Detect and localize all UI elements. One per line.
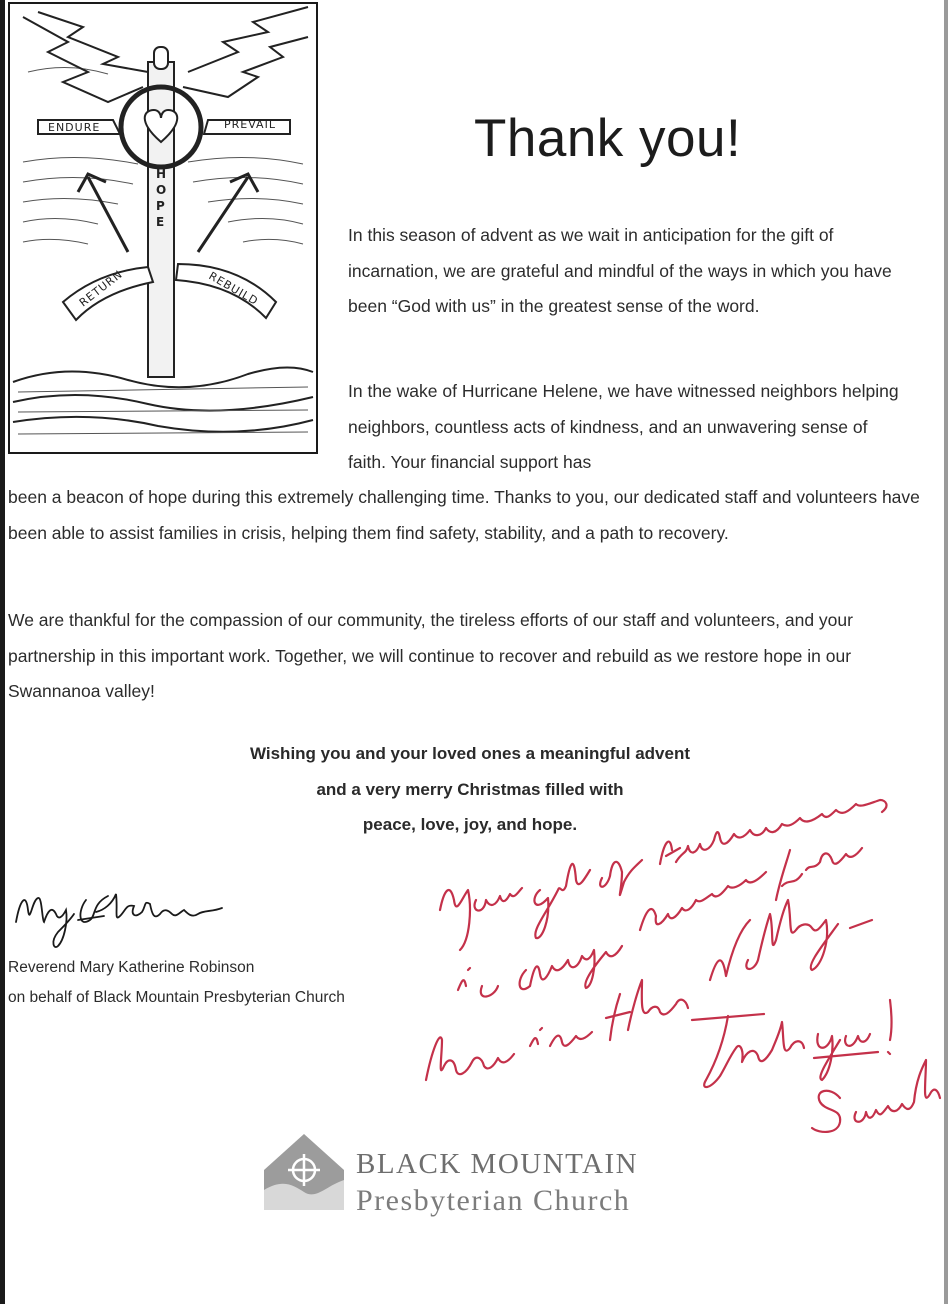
banner-endure: ENDURE: [48, 121, 101, 134]
banner-rebuild: REBUILD: [206, 269, 261, 309]
logo-name-line2: Presbyterian Church: [356, 1184, 631, 1217]
church-logo: [264, 1130, 684, 1230]
signer-name: Reverend Mary Katherine Robinson: [8, 959, 255, 976]
wishes-line-2: and a very merry Christmas filled with: [316, 779, 624, 799]
hope-letter-1: H: [156, 167, 167, 181]
paragraph-advent: In this season of advent as we wait in anticipation for the gift of incarnation, we are grateful and mindful of the ways in which you have been “God with us” in the greatest sense of the word.: [348, 225, 892, 316]
signer-organization: on behalf of Black Mountain Presbyterian Church: [8, 989, 345, 1006]
letter-title: Thank you!: [474, 109, 742, 168]
paragraph-hurricane-top: In the wake of Hurricane Helene, we have witnessed neighbors helping neighbors, countless acts of kindness, and an unwavering sense of faith. Your financial support has: [348, 381, 899, 472]
hope-letter-2: O: [156, 183, 167, 197]
hope-letter-4: E: [156, 215, 165, 229]
hope-letter-3: P: [156, 199, 165, 213]
banner-return: RETURN: [76, 267, 126, 310]
paragraph-thankful: We are thankful for the compassion of our community, the tireless efforts of our staff and volunteers, and your partnership in this important work. Together, we will continue to recover and rebuild as we restore hope in our Swannanoa valley!: [8, 610, 853, 701]
church-building-icon: [264, 1130, 344, 1220]
handwritten-note: [410, 790, 945, 1150]
wishes-line-3: peace, love, joy, and hope.: [362, 815, 578, 834]
paragraph-hurricane-continued: been a beacon of hope during this extremely challenging time. Thanks to you, our dedicated staff and volunteers have been able to assist families in crisis, helping them find safety, stability, and a path to recovery.: [8, 487, 920, 543]
logo-name-line1: BLACK MOUNTAIN: [356, 1148, 639, 1180]
cross-of-hope-illustration: [8, 2, 318, 454]
left-page-edge: [0, 0, 5, 1304]
wishes-line-1: Wishing you and your loved ones a meaningful advent: [249, 744, 691, 763]
banner-prevail: PREVAIL: [224, 118, 276, 131]
pastor-signature: [8, 870, 238, 960]
